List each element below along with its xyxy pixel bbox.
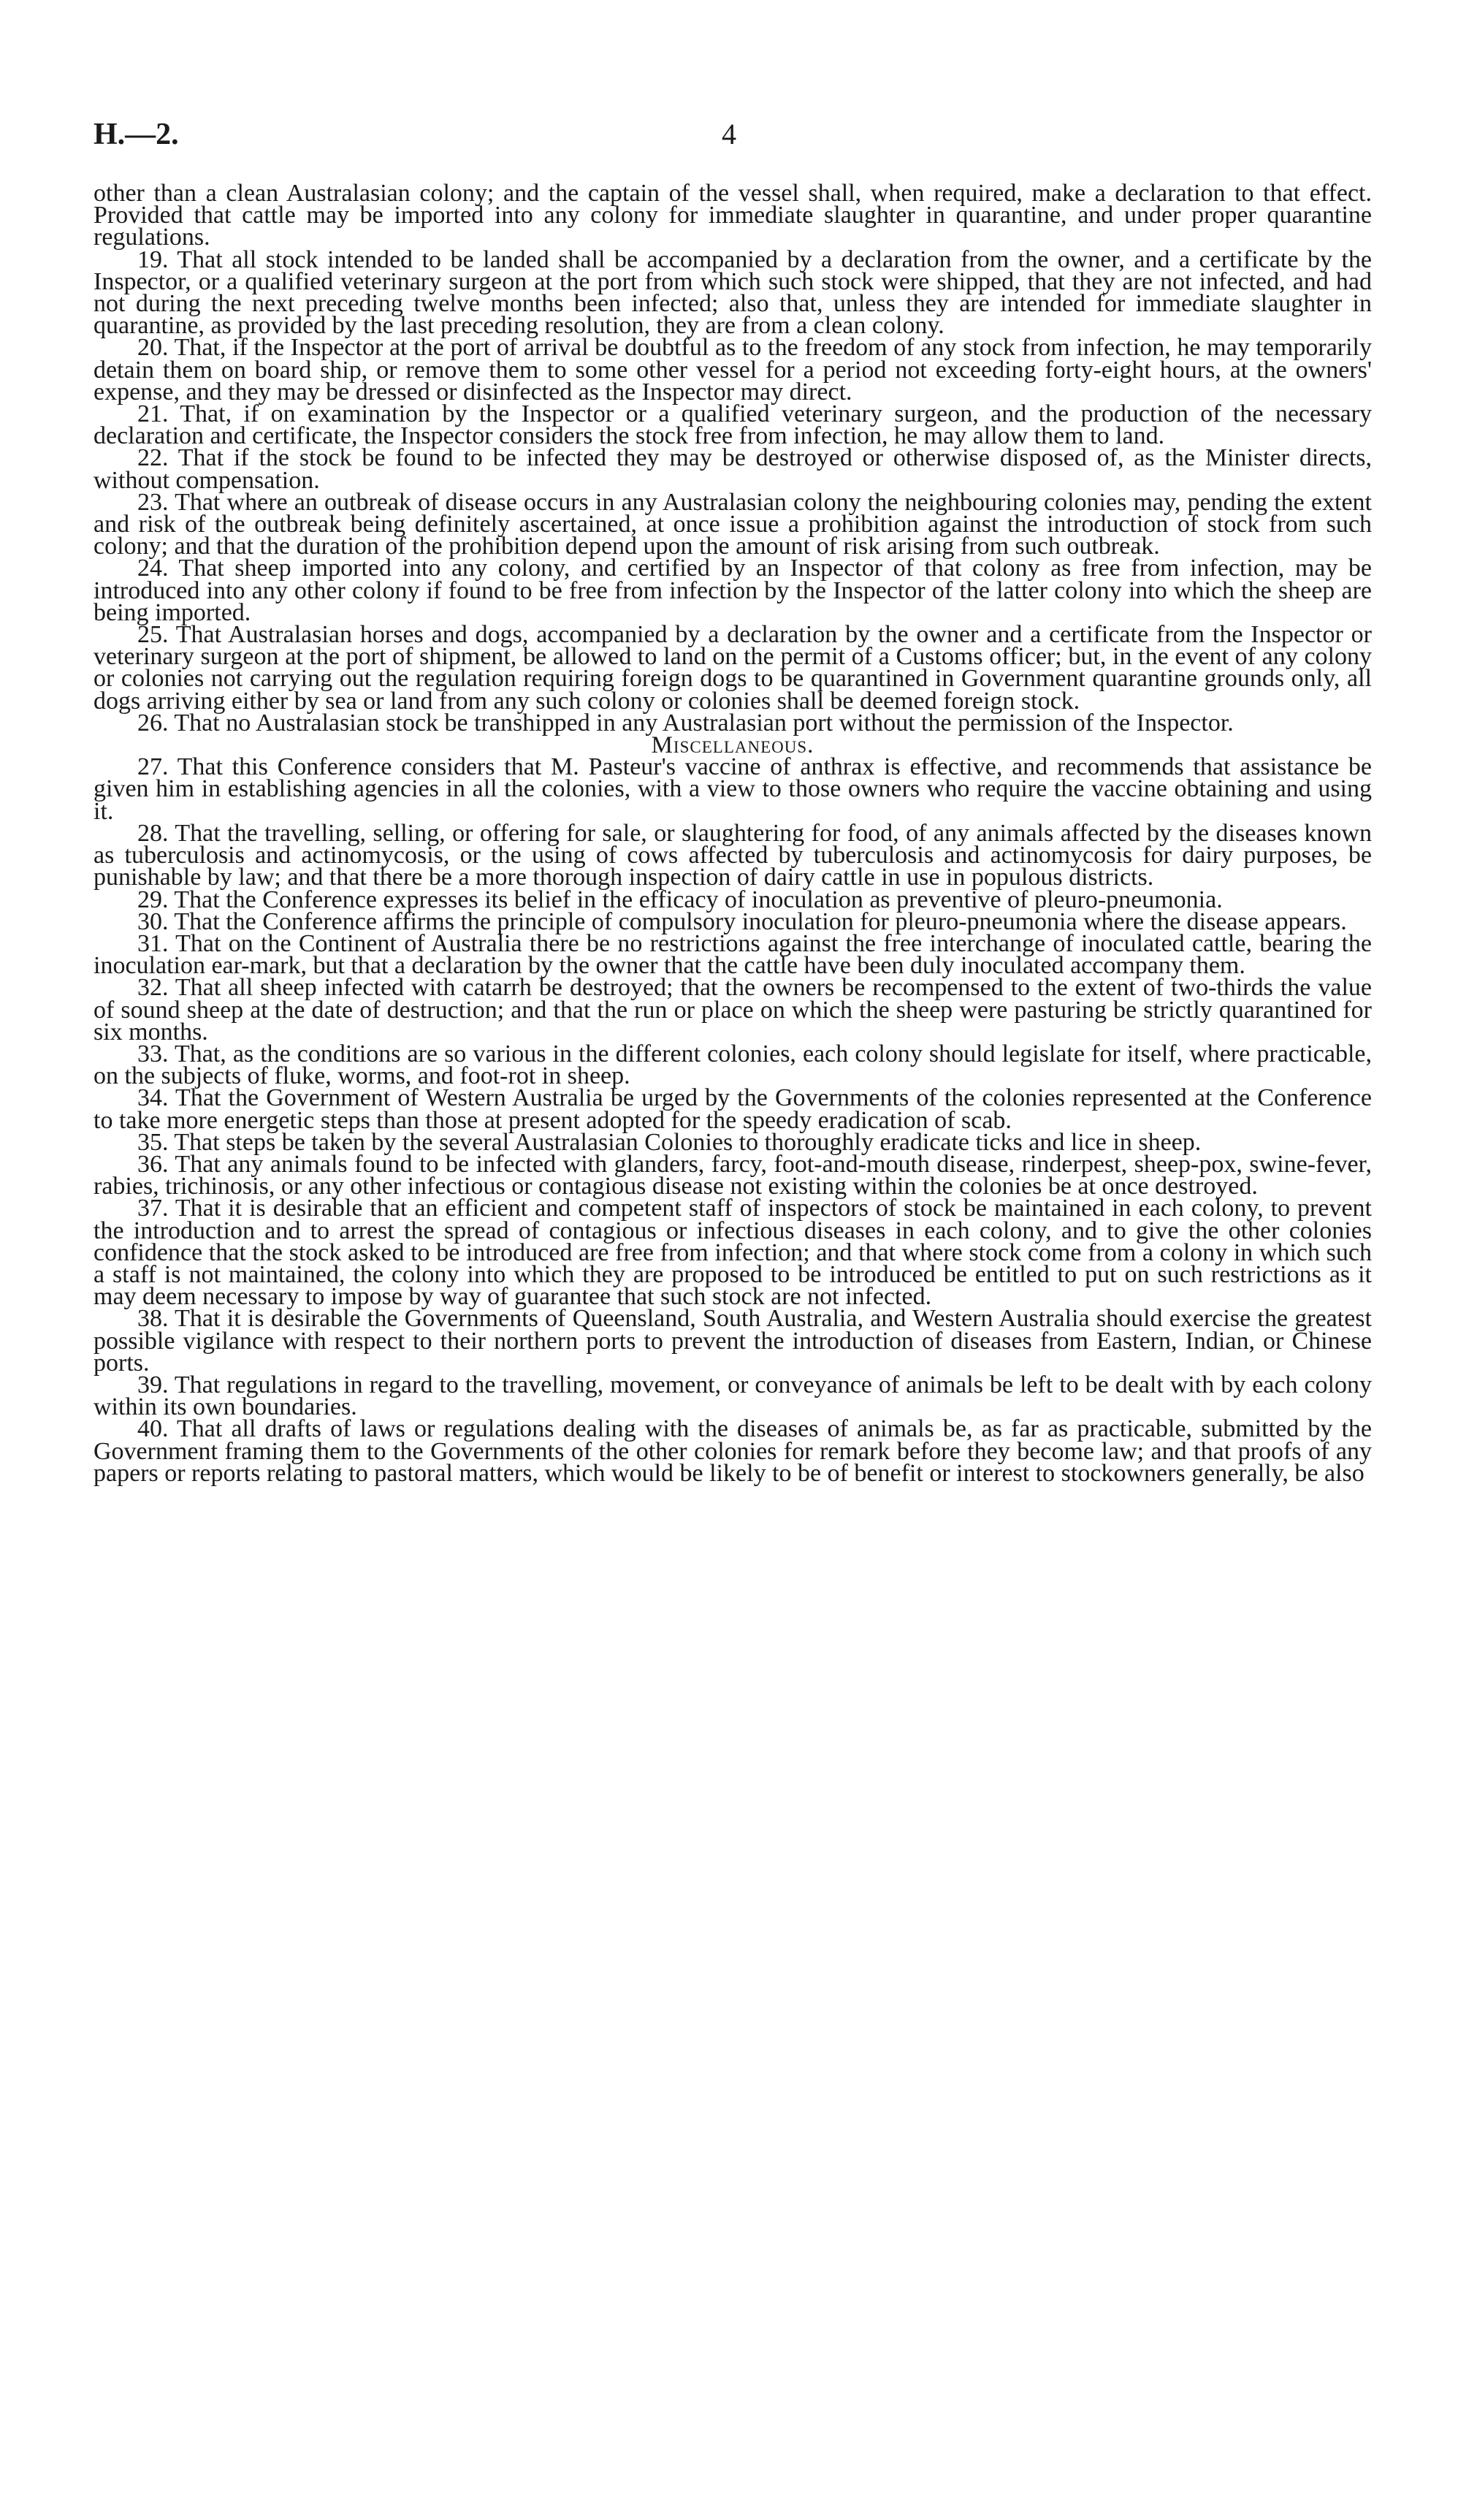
document-body: [93, 180, 1372, 1487]
page-header: [93, 117, 1365, 161]
resolution-30: 30. That the Conference affirms the principle of compulsory inoculation for pleuro-pneumonia where the disease appears.: [137, 907, 1347, 935]
resolution-34: 34. That the Government of Western Australia be urged by the Governments of the colonies represented at the Conference to take more energetic steps than those at present adopted for the speedy eradication of scab.: [93, 1084, 1372, 1134]
paragraph-continuation: other than a clean Australasian colony; and the captain of the vessel shall, when required, make a declaration to that effect. Provided that cattle may be imported into any colony for immediate slaughter in quarantine, and under proper quarantine regulations.: [93, 180, 1372, 251]
resolution-24: 24. That sheep imported into any colony, and certified by an Inspector of that colony as free from infection, may be introduced into any other colony if found to be free from infection by the Inspector of the latter colony into which the sheep are being imported.: [93, 555, 1372, 626]
resolution-23: 23. That where an outbreak of disease occurs in any Australasian colony the neighbouring colonies may, pending the extent and risk of the outbreak being definitely ascertained, at once issue a prohibition against the introduction of stock from such colony; and that the duration of the prohibition depend upon the amount of risk arising from such outbreak.: [93, 488, 1372, 560]
resolution-27: 27. That this Conference considers that M. Pasteur's vaccine of anthrax is effective, and recommends that assistance be given him in establishing agencies in all the colonies, with a view to those owners who require the vaccine obtaining and using it.: [93, 753, 1372, 825]
document-reference: H.—2.: [93, 118, 179, 151]
resolution-32: 32. That all sheep infected with catarrh be destroyed; that the owners be recompensed to the extent of two-thirds the value of sound sheep at the date of destruction; and that the run or place on which the sheep were pasturing be strictly quarantined for six months.: [93, 974, 1372, 1046]
resolution-29: 29. That the Conference expresses its belief in the efficacy of inoculation as preventive of pleuro-pneumonia.: [137, 886, 1223, 913]
resolution-36: 36. That any animals found to be infected with glanders, farcy, foot-and-mouth disease, rinderpest, sheep-pox, swine-fever, rabies, trichinosis, or any other infectious or contagious disease not existing within the colonies be at once destroyed.: [93, 1150, 1372, 1200]
resolution-38: 38. That it is desirable the Governments of Queensland, South Australia, and Western Australia should exercise the greatest possible vigilance with respect to their northern ports to prevent the introduction of diseases from Eastern, Indian, or Chinese ports.: [93, 1305, 1372, 1377]
resolution-37: 37. That it is desirable that an efficient and competent staff of inspectors of stock be maintained in each colony, to prevent the introduction and to arrest the spread of contagious or infectious diseases in each colony, and to give the other colonies confidence that the stock asked to be introduced are free from infection; and that where stock come from a colony in which such a staff is not maintained, the colony into which they are proposed to be introduced be entitled to put on such restrictions as it may deem necessary to impose by way of guarantee that such stock are not infected.: [93, 1195, 1372, 1311]
resolution-40: 40. That all drafts of laws or regulations dealing with the diseases of animals be, as far as practicable, submitted by the Government framing them to the Governments of the other colonies for remark before they become law; and that proofs of any papers or reports relating to pastoral matters, which would be likely to be of benefit or interest to stockowners generally, be also: [93, 1415, 1372, 1487]
resolution-20: 20. That, if the Inspector at the port of arrival be doubtful as to the freedom of any stock from infection, he may temporarily detain them on board ship, or remove them to some other vessel for a period not exceeding forty-eight hours, at the owners' expense, and they may be dressed or disinfected as the Inspector may direct.: [93, 334, 1372, 406]
resolution-21: 21. That, if on examination by the Inspector or a qualified veterinary surgeon, and the production of the necessary declaration and certificate, the Inspector considers the stock free from infection, he may allow them to land.: [93, 400, 1372, 450]
resolution-33: 33. That, as the conditions are so various in the different colonies, each colony should legislate for itself, where practicable, on the subjects of fluke, worms, and foot-rot in sheep.: [93, 1040, 1372, 1090]
resolution-19: 19. That all stock intended to be landed shall be accompanied by a declaration from the owner, and a certificate by the Inspector, or a qualified veterinary surgeon at the port from which such stock were shipped, that they are not infected, and had not during the next preceding twelve months been infected; also that, unless they are intended for immediate slaughter in quarantine, as provided by the last preceding resolution, they are from a clean colony.: [93, 245, 1372, 340]
resolution-39: 39. That regulations in regard to the travelling, movement, or conveyance of animals be left to be dealt with by each colony within its own boundaries.: [93, 1371, 1372, 1421]
resolution-35: 35. That steps be taken by the several Australasian Colonies to thoroughly eradicate ticks and lice in sheep.: [137, 1128, 1202, 1156]
page-number: 4: [722, 118, 736, 151]
resolution-22: 22. That if the stock be found to be infected they may be destroyed or otherwise disposed of, as the Minister directs, without compensation.: [93, 444, 1372, 494]
resolution-26: 26. That no Australasian stock be transhipped in any Australasian port without the permission of the Inspector.: [137, 709, 1234, 736]
resolution-28: 28. That the travelling, selling, or offering for sale, or slaughtering for food, of any animals affected by the diseases known as tuberculosis and actinomycosis, or the using of cows affected by tuberculosis and actinomycosis for dairy purposes, be punishable by law; and that there be a more thorough inspection of dairy cattle in use in populous districts.: [93, 819, 1372, 891]
section-heading-miscellaneous: Miscellaneous.: [651, 732, 814, 759]
resolution-25: 25. That Australasian horses and dogs, accompanied by a declaration by the owner and a certificate from the Inspector or veterinary surgeon at the port of shipment, be allowed to land on the permit of a Customs officer; but, in the event of any colony or colonies not carrying out the regulation requiring foreign dogs to be quarantined in Government quarantine grounds only, all dogs arriving either by sea or land from any such colony or colonies shall be deemed foreign stock.: [93, 621, 1372, 715]
resolution-31: 31. That on the Continent of Australia there be no restrictions against the free interchange of inoculated cattle, bearing the inoculation ear-mark, but that a declaration by the owner that the cattle have been duly inoculated accompany them.: [93, 929, 1372, 980]
